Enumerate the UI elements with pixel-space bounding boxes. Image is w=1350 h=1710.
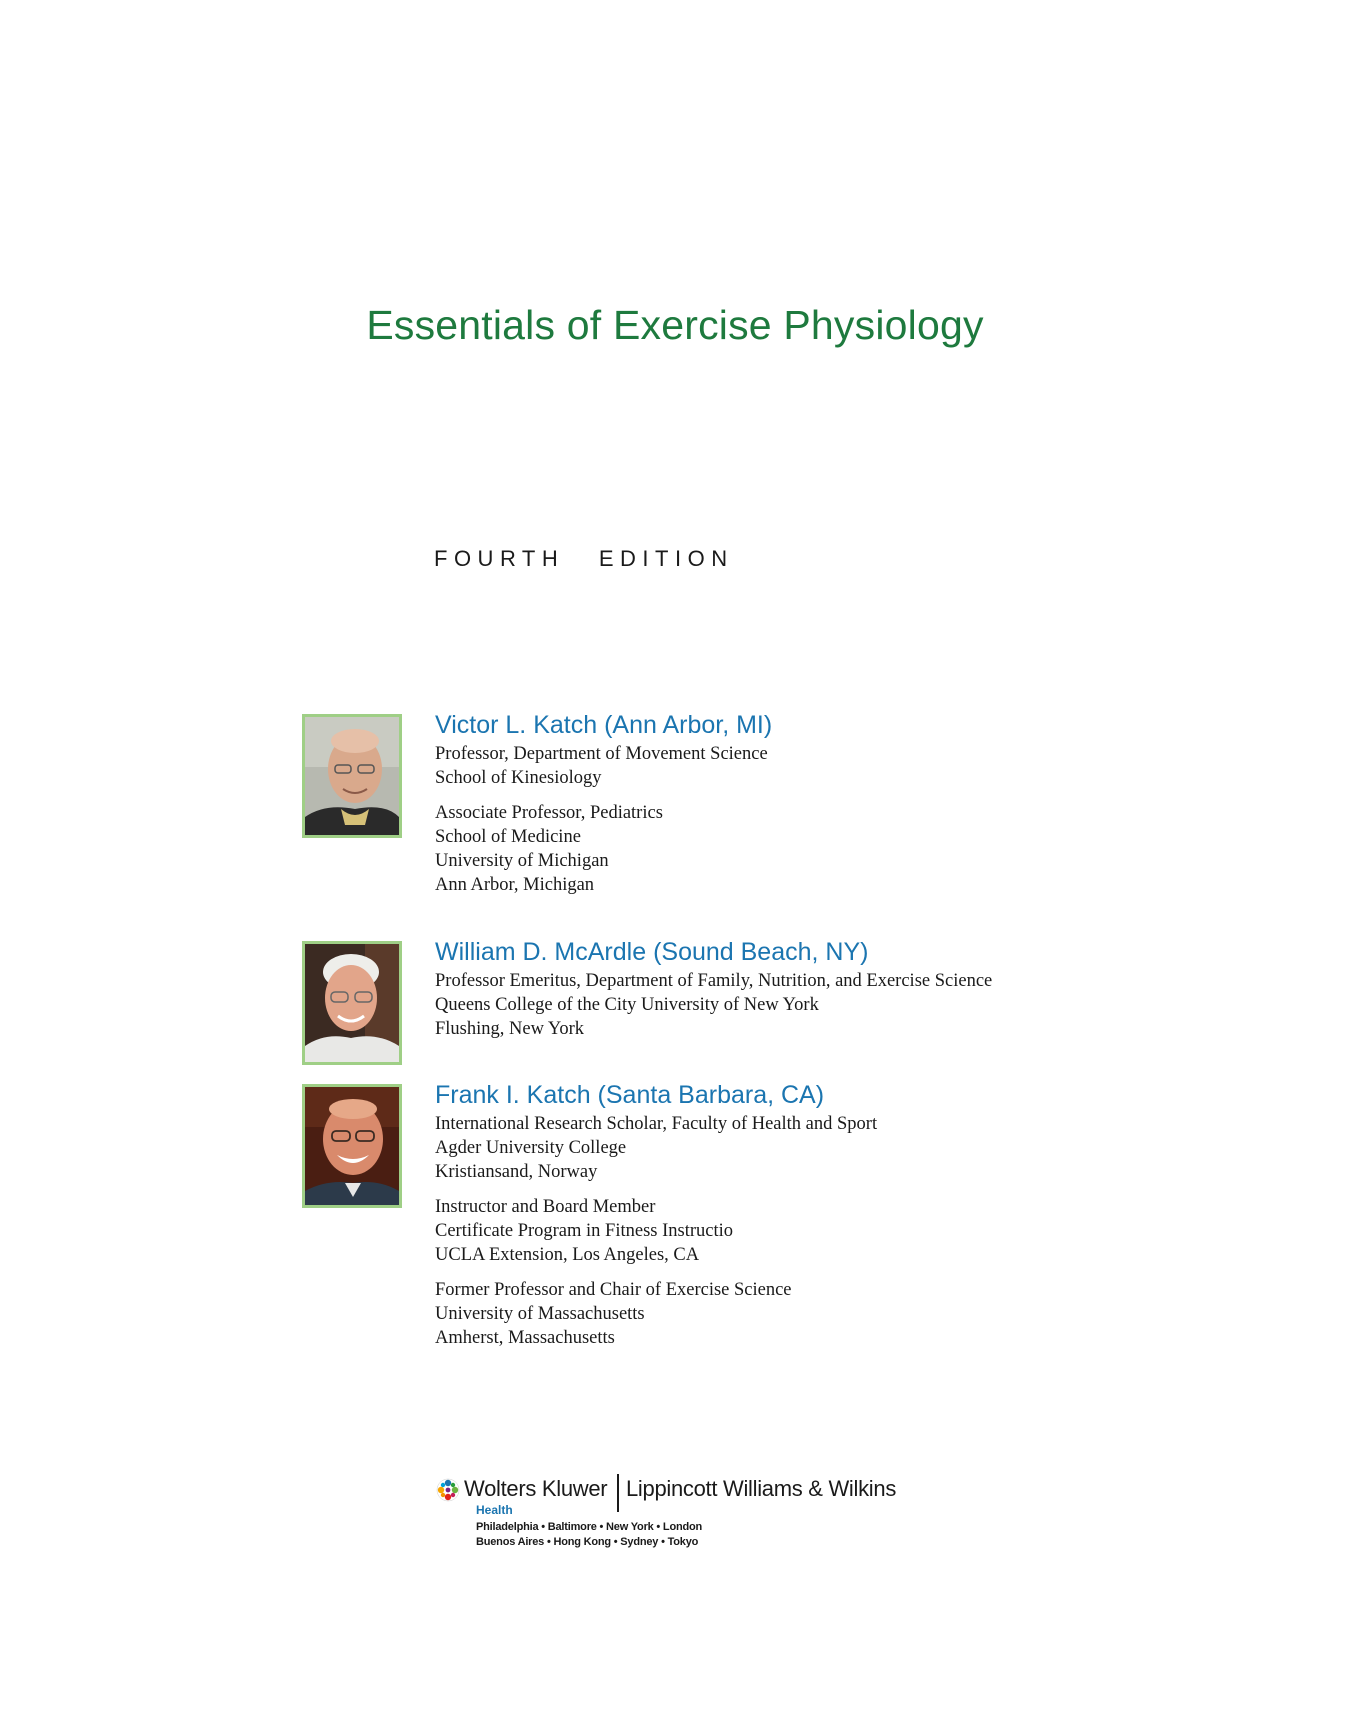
wolters-kluwer-globe-icon [436,1478,460,1502]
lww-wordmark: Lippincott Williams & Wilkins [626,1476,897,1501]
affiliation-block [435,1112,877,1184]
affiliation-line: Associate Professor, Pediatrics [435,803,663,823]
affiliation-line: UCLA Extension, Los Angeles, CA [435,1245,700,1265]
wolters-kluwer-wordmark: Wolters Kluwer [464,1476,608,1501]
publisher-cities: Philadelphia • Baltimore • New York • London [476,1521,703,1533]
author-photo [302,714,402,838]
affiliation-block [435,969,992,1041]
author-name: Victor L. Katch (Ann Arbor, MI) [435,711,773,739]
author-name: William D. McArdle (Sound Beach, NY) [435,938,869,966]
affiliation-line: Flushing, New York [435,1019,585,1039]
publisher-cities: Buenos Aires • Hong Kong • Sydney • Tokyo [476,1536,699,1548]
logo-divider [617,1474,619,1512]
affiliation-line: University of Michigan [435,851,609,871]
affiliation-line: Queens College of the City University of New York [435,995,819,1015]
affiliation-line: International Research Scholar, Faculty of Health and Sport [435,1114,878,1134]
affiliation-block [435,801,772,897]
affiliation-line: Kristiansand, Norway [435,1162,598,1182]
affiliation-line: Agder University College [435,1138,627,1158]
publisher-logo [436,1474,936,1584]
affiliation-line: University of Massachusetts [435,1304,645,1324]
affiliation-line: Amherst, Massachusetts [435,1328,615,1348]
author-photo [302,1084,402,1208]
affiliation-line: Professor, Department of Movement Science [435,744,768,764]
affiliation-line: Ann Arbor, Michigan [435,875,595,895]
author-details [435,1080,877,1361]
author-name: Frank I. Katch (Santa Barbara, CA) [435,1081,825,1109]
affiliation-line: School of Kinesiology [435,768,602,788]
author-details [435,710,772,908]
affiliation-line: Professor Emeritus, Department of Family, Nutrition, and Exercise Science [435,971,993,991]
affiliation-line: Certificate Program in Fitness Instructio [435,1221,733,1241]
health-division-label: Health [476,1503,513,1517]
affiliation-line: School of Medicine [435,827,581,847]
affiliation-line: Former Professor and Chair of Exercise Science [435,1280,792,1300]
affiliation-block [435,1195,877,1267]
affiliation-block [435,1278,877,1350]
author-photo [302,941,402,1065]
affiliation-block [435,742,772,790]
book-title: Essentials of Exercise Physiology [366,302,984,348]
affiliation-line: Instructor and Board Member [435,1197,656,1217]
author-details [435,937,992,1052]
edition-label: FOURTH EDITION [434,546,734,571]
